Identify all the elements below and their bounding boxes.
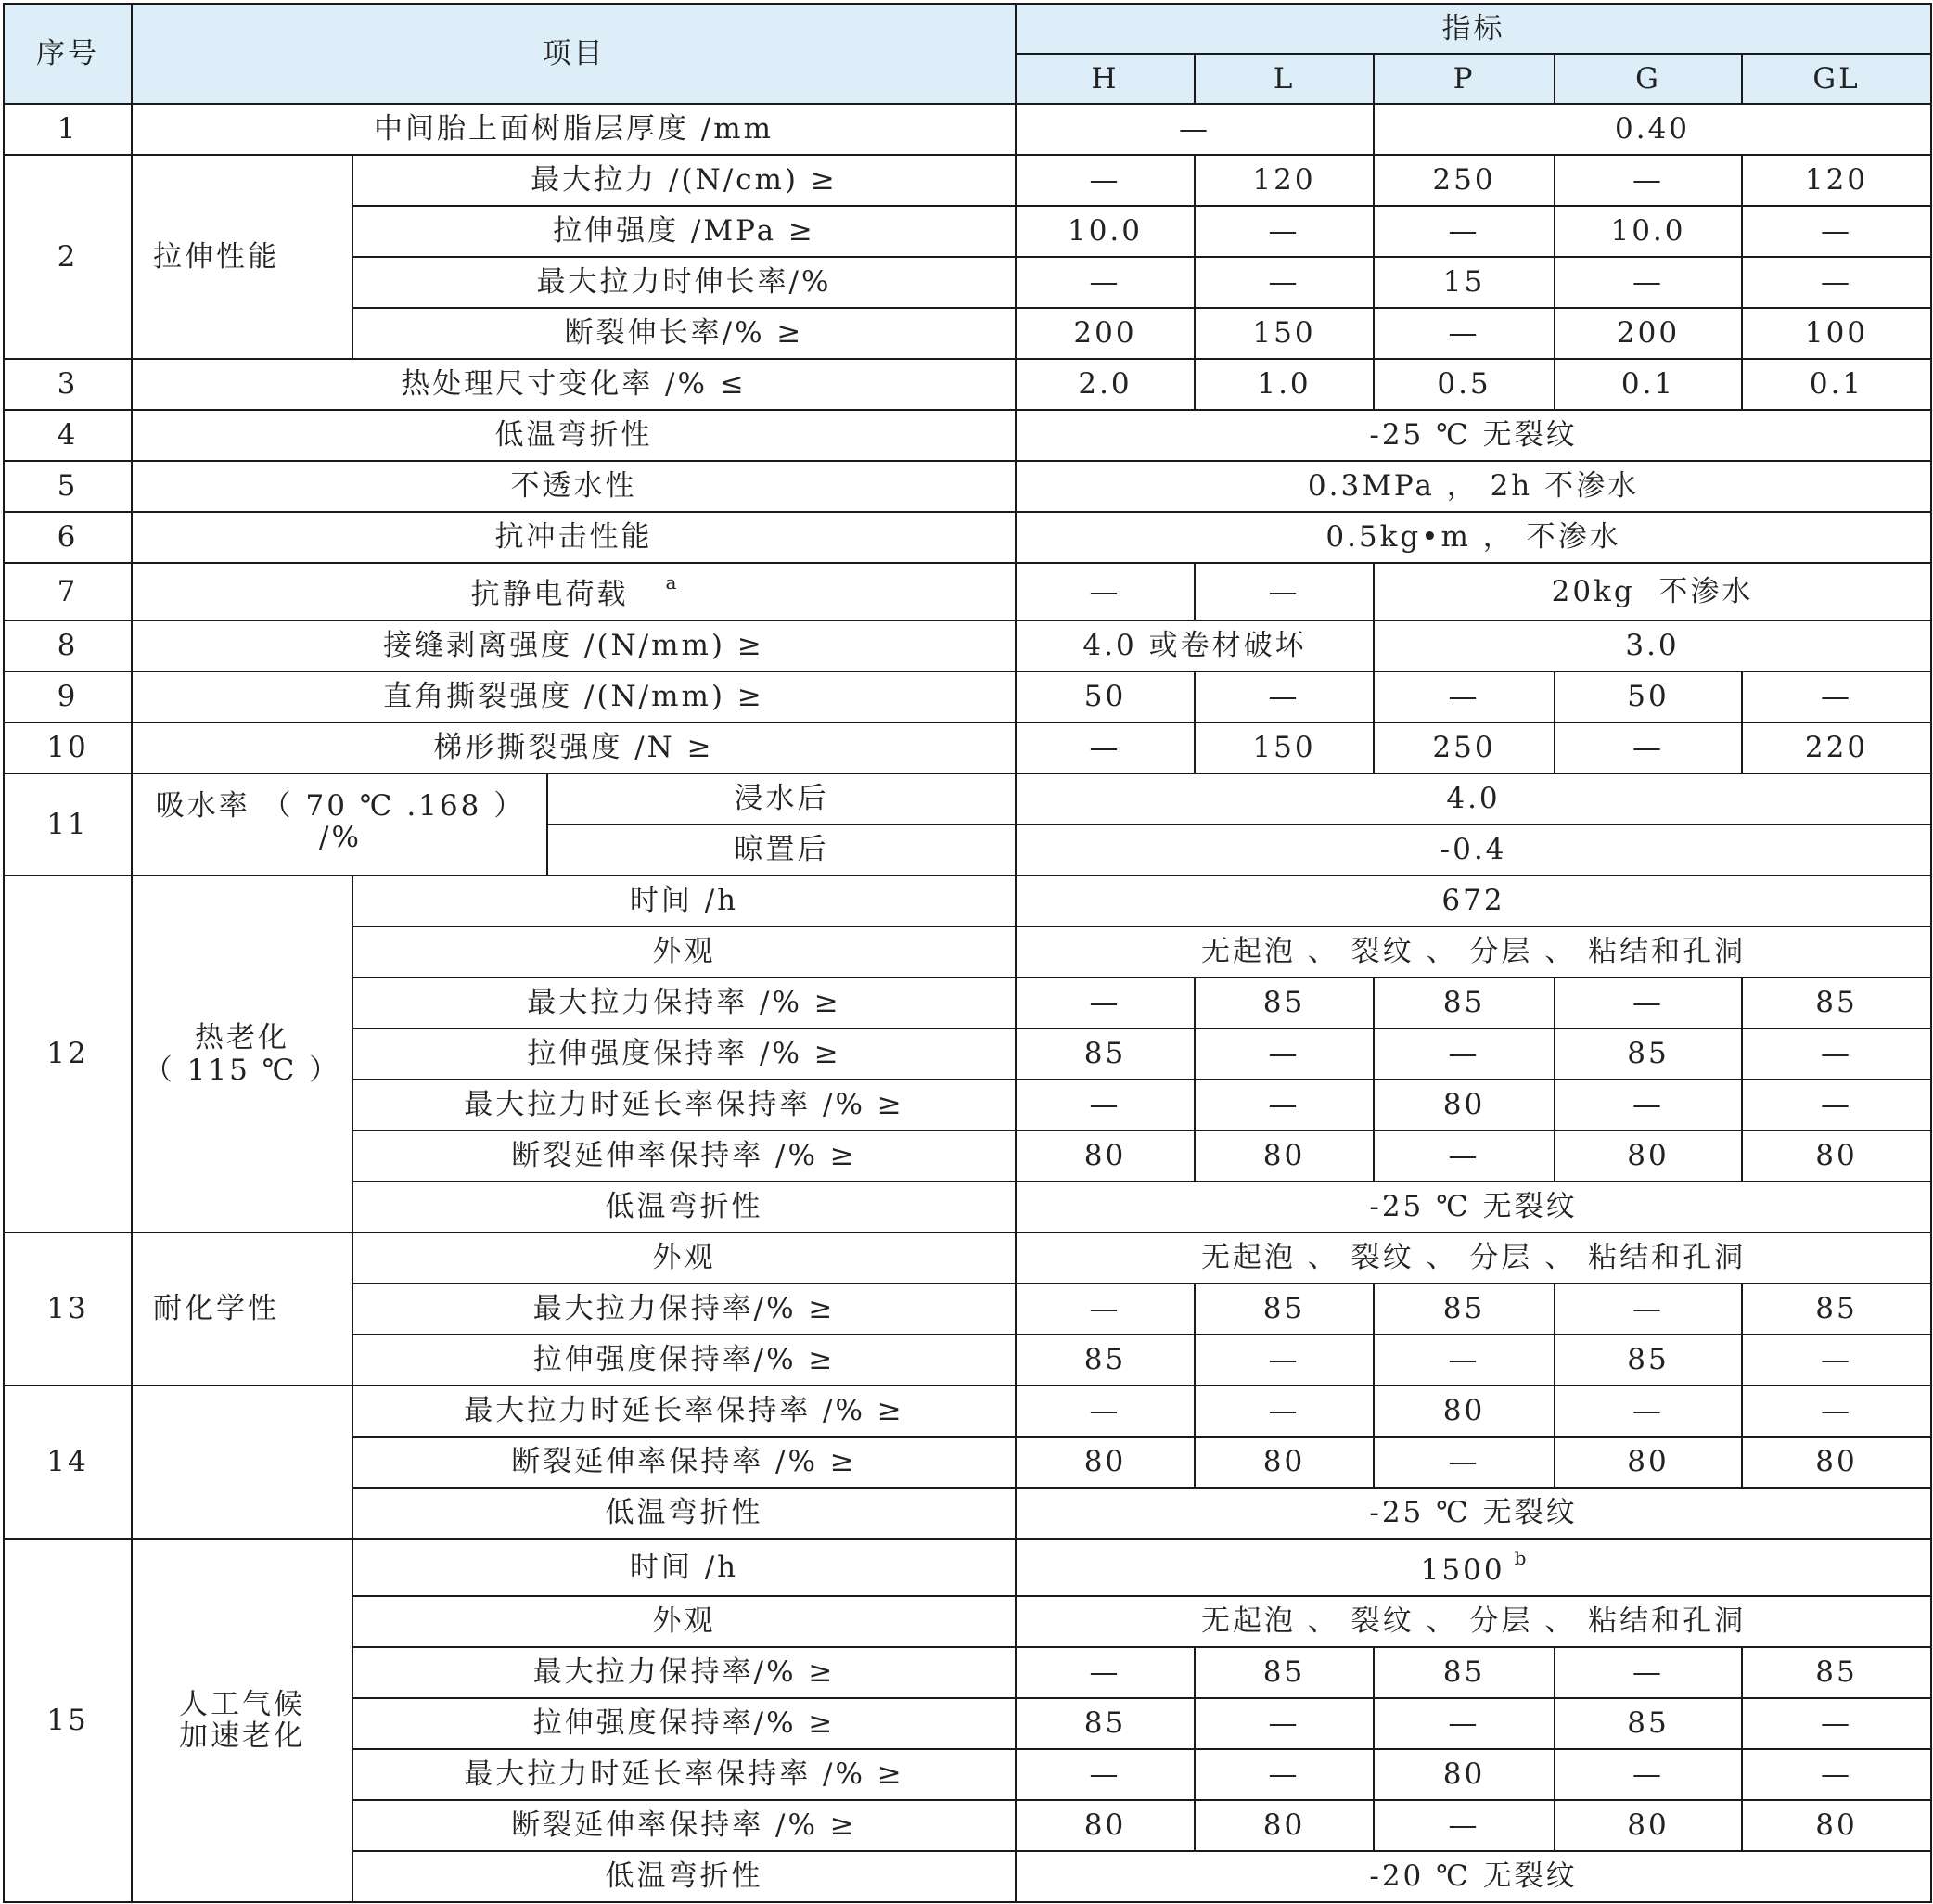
value-cell: 100 xyxy=(1742,308,1931,359)
value-cell: 85 xyxy=(1374,1284,1555,1335)
group-cell xyxy=(132,773,547,875)
table-row xyxy=(4,359,1931,410)
value-cell: 0.3MPa ， 2h 不渗水 xyxy=(1016,461,1931,512)
item-label: 浸水后 xyxy=(547,773,1016,824)
value-cell: 80 xyxy=(1195,1800,1374,1851)
value-cell: 3.0 xyxy=(1374,620,1931,671)
value-cell: 220 xyxy=(1742,722,1931,773)
item-label: 中间胎上面树脂层厚度 /mm xyxy=(132,104,1016,155)
item-label: 抗静电荷载 xyxy=(470,578,629,612)
value-cell: 80 xyxy=(1016,1800,1195,1851)
value-cell: — xyxy=(1374,1029,1555,1080)
value-cell: — xyxy=(1374,1800,1555,1851)
item-label: 外观 xyxy=(352,926,1016,978)
group-sublabel: （ 115 ℃ ） xyxy=(143,1053,341,1087)
row-number: 14 xyxy=(4,1386,132,1539)
item-label: 拉伸强度 /MPa ≥ xyxy=(352,206,1016,257)
value-cell: 80 xyxy=(1742,1131,1931,1182)
value-cell: — xyxy=(1555,155,1742,206)
value-cell: — xyxy=(1195,1386,1374,1437)
value-cell: — xyxy=(1016,1284,1195,1335)
value-cell: 80 xyxy=(1374,1749,1555,1800)
value-cell: 85 xyxy=(1195,1647,1374,1698)
row-number: 10 xyxy=(4,722,132,773)
value-cell: 85 xyxy=(1742,1284,1931,1335)
value-cell: -25 ℃ 无裂纹 xyxy=(1016,1182,1931,1233)
value-cell: 120 xyxy=(1742,155,1931,206)
value-cell: — xyxy=(1374,1437,1555,1488)
header-type-p: P xyxy=(1374,54,1555,104)
item-label: 断裂延伸率保持率 /% ≥ xyxy=(352,1437,1016,1488)
value-cell: — xyxy=(1016,722,1195,773)
value-cell: — xyxy=(1016,257,1195,308)
table-row xyxy=(4,875,1931,926)
header-type-l: L xyxy=(1195,54,1374,104)
value-cell: 250 xyxy=(1374,155,1555,206)
value-cell: 20kg 不渗水 xyxy=(1374,563,1931,620)
value-cell: — xyxy=(1742,671,1931,722)
time-value: 1500 xyxy=(1420,1553,1505,1588)
header-index: 指标 xyxy=(1016,4,1931,54)
value-cell: 85 xyxy=(1374,1647,1555,1698)
row-number: 9 xyxy=(4,671,132,722)
value-cell: 80 xyxy=(1016,1131,1195,1182)
table-row xyxy=(4,1233,1931,1284)
footnote-marker: a xyxy=(665,571,677,594)
item-cell xyxy=(132,563,1016,620)
row-number: 2 xyxy=(4,155,132,359)
value-cell: — xyxy=(1195,206,1374,257)
value-cell: -20 ℃ 无裂纹 xyxy=(1016,1851,1931,1902)
item-label: 热处理尺寸变化率 /% ≤ xyxy=(132,359,1016,410)
value-cell: 150 xyxy=(1195,308,1374,359)
value-cell: 50 xyxy=(1016,671,1195,722)
value-cell: — xyxy=(1742,1080,1931,1131)
row-number: 15 xyxy=(4,1539,132,1902)
value-cell: 10.0 xyxy=(1555,206,1742,257)
header-type-h: H xyxy=(1016,54,1195,104)
item-label: 梯形撕裂强度 /N ≥ xyxy=(132,722,1016,773)
unit-label: /% xyxy=(319,821,362,854)
value-cell: — xyxy=(1195,1080,1374,1131)
row-number: 6 xyxy=(4,512,132,563)
value-cell: — xyxy=(1742,1029,1931,1080)
spec-table xyxy=(3,3,1932,1903)
value-cell: — xyxy=(1374,1698,1555,1749)
value-cell: — xyxy=(1195,671,1374,722)
item-label: 断裂延伸率保持率 /% ≥ xyxy=(352,1131,1016,1182)
value-cell: 80 xyxy=(1374,1080,1555,1131)
value-cell: 80 xyxy=(1374,1386,1555,1437)
item-label: 直角撕裂强度 /(N/mm) ≥ xyxy=(132,671,1016,722)
group-label: 拉伸性能 xyxy=(132,155,352,359)
value-cell: — xyxy=(1742,1386,1931,1437)
footnote-marker: b xyxy=(1514,1547,1527,1570)
table-row xyxy=(4,671,1931,722)
value-cell: 85 xyxy=(1742,1647,1931,1698)
row-number: 5 xyxy=(4,461,132,512)
item-label: 晾置后 xyxy=(547,824,1016,875)
item-label: 不透水性 xyxy=(132,461,1016,512)
group-label: 耐化学性 xyxy=(132,1233,352,1386)
value-cell: — xyxy=(1016,1386,1195,1437)
item-label: 拉伸强度保持率/% ≥ xyxy=(352,1335,1016,1386)
value-cell: 80 xyxy=(1742,1437,1931,1488)
value-cell: — xyxy=(1195,1698,1374,1749)
value-cell: — xyxy=(1016,1080,1195,1131)
value-cell: 4.0 或卷材破坏 xyxy=(1016,620,1374,671)
value-cell: — xyxy=(1374,1131,1555,1182)
item-label: 低温弯折性 xyxy=(352,1182,1016,1233)
value-cell: — xyxy=(1742,206,1931,257)
item-label: 外观 xyxy=(352,1233,1016,1284)
value-cell: 无起泡 、 裂纹 、 分层 、 粘结和孔洞 xyxy=(1016,926,1931,978)
value-cell: — xyxy=(1374,671,1555,722)
item-label: 最大拉力保持率/% ≥ xyxy=(352,1647,1016,1698)
value-cell: 80 xyxy=(1555,1800,1742,1851)
value-cell: 无起泡 、 裂纹 、 分层 、 粘结和孔洞 xyxy=(1016,1233,1931,1284)
value-cell: — xyxy=(1555,978,1742,1029)
item-label: 最大拉力时延长率保持率 /% ≥ xyxy=(352,1386,1016,1437)
value-cell: — xyxy=(1555,722,1742,773)
value-cell: 80 xyxy=(1555,1131,1742,1182)
value-cell: 0.1 xyxy=(1555,359,1742,410)
value-cell: 200 xyxy=(1016,308,1195,359)
value-cell: — xyxy=(1374,206,1555,257)
value-cell: — xyxy=(1555,1647,1742,1698)
value-cell: — xyxy=(1555,1080,1742,1131)
row-number: 13 xyxy=(4,1233,132,1386)
value-cell: 4.0 xyxy=(1016,773,1931,824)
row-number: 12 xyxy=(4,875,132,1233)
value-cell: 85 xyxy=(1555,1698,1742,1749)
value-cell: — xyxy=(1742,1698,1931,1749)
value-cell: — xyxy=(1016,978,1195,1029)
value-cell: — xyxy=(1195,563,1374,620)
item-label: 时间 /h xyxy=(352,1539,1016,1596)
item-label: 抗冲击性能 xyxy=(132,512,1016,563)
table-row xyxy=(4,104,1931,155)
value-cell: 80 xyxy=(1195,1437,1374,1488)
value-cell: — xyxy=(1195,257,1374,308)
value-cell: — xyxy=(1555,1284,1742,1335)
table-row xyxy=(4,1539,1931,1596)
item-label: 拉伸强度保持率 /% ≥ xyxy=(352,1029,1016,1080)
value-cell: 85 xyxy=(1742,978,1931,1029)
value-cell: — xyxy=(1195,1749,1374,1800)
item-label: 最大拉力保持率 /% ≥ xyxy=(352,978,1016,1029)
group-sublabel: 加速老化 xyxy=(179,1719,305,1753)
value-cell: — xyxy=(1742,257,1931,308)
value-cell: 0.40 xyxy=(1374,104,1931,155)
row-number: 3 xyxy=(4,359,132,410)
value-cell: — xyxy=(1374,1335,1555,1386)
value-cell: — xyxy=(1742,1335,1931,1386)
value-cell: — xyxy=(1016,1749,1195,1800)
value-cell: — xyxy=(1555,1386,1742,1437)
item-label: 最大拉力 /(N/cm) ≥ xyxy=(352,155,1016,206)
value-cell: — xyxy=(1374,308,1555,359)
value-cell: — xyxy=(1016,155,1195,206)
table-row xyxy=(4,1386,1931,1437)
table-row xyxy=(4,155,1931,206)
header-row xyxy=(4,4,1931,54)
value-cell: 80 xyxy=(1195,1131,1374,1182)
value-cell: 85 xyxy=(1016,1335,1195,1386)
value-cell: 150 xyxy=(1195,722,1374,773)
item-label: 外观 xyxy=(352,1596,1016,1647)
value-cell: — xyxy=(1555,1749,1742,1800)
item-label: 时间 /h xyxy=(352,875,1016,926)
value-cell: 2.0 xyxy=(1016,359,1195,410)
value-cell: -25 ℃ 无裂纹 xyxy=(1016,410,1931,461)
value-cell: 120 xyxy=(1195,155,1374,206)
table-row xyxy=(4,722,1931,773)
group-label: 人工气候 xyxy=(179,1687,305,1721)
value-cell: 85 xyxy=(1374,978,1555,1029)
table-row xyxy=(4,410,1931,461)
value-cell: 50 xyxy=(1555,671,1742,722)
item-label: 低温弯折性 xyxy=(352,1851,1016,1902)
value-cell: — xyxy=(1016,1647,1195,1698)
table-row xyxy=(4,461,1931,512)
value-cell: 85 xyxy=(1555,1029,1742,1080)
item-label: 最大拉力时延长率保持率 /% ≥ xyxy=(352,1749,1016,1800)
value-cell: -0.4 xyxy=(1016,824,1931,875)
value-cell: -25 ℃ 无裂纹 xyxy=(1016,1488,1931,1539)
value-cell: 85 xyxy=(1195,978,1374,1029)
value-cell: — xyxy=(1016,104,1374,155)
value-cell: 85 xyxy=(1555,1335,1742,1386)
item-label: 拉伸强度保持率/% ≥ xyxy=(352,1698,1016,1749)
value-cell: 80 xyxy=(1742,1800,1931,1851)
group-cell xyxy=(132,1539,352,1902)
table-row xyxy=(4,512,1931,563)
item-label: 低温弯折性 xyxy=(132,410,1016,461)
row-number: 4 xyxy=(4,410,132,461)
value-cell: 15 xyxy=(1374,257,1555,308)
value-cell: 0.1 xyxy=(1742,359,1931,410)
group-cell xyxy=(132,875,352,1233)
value-cell: 1.0 xyxy=(1195,359,1374,410)
table-row xyxy=(4,563,1931,620)
value-cell: 0.5 xyxy=(1374,359,1555,410)
value-cell: 无起泡 、 裂纹 、 分层 、 粘结和孔洞 xyxy=(1016,1596,1931,1647)
row-number: 8 xyxy=(4,620,132,671)
item-label: 断裂伸长率/% ≥ xyxy=(352,308,1016,359)
value-cell: — xyxy=(1016,563,1195,620)
value-cell: 85 xyxy=(1195,1284,1374,1335)
value-cell: 80 xyxy=(1555,1437,1742,1488)
value-cell: — xyxy=(1555,257,1742,308)
header-type-g: G xyxy=(1555,54,1742,104)
value-cell: — xyxy=(1195,1335,1374,1386)
value-cell: 80 xyxy=(1016,1437,1195,1488)
item-label: 最大拉力时伸长率/% xyxy=(352,257,1016,308)
row-number: 7 xyxy=(4,563,132,620)
group-label: 吸水率 （ 70 ℃ .168 ） xyxy=(155,788,526,823)
row-number: 1 xyxy=(4,104,132,155)
value-cell: 10.0 xyxy=(1016,206,1195,257)
item-label: 断裂延伸率保持率 /% ≥ xyxy=(352,1800,1016,1851)
value-cell: 85 xyxy=(1016,1029,1195,1080)
value-cell: 250 xyxy=(1374,722,1555,773)
table-row xyxy=(4,773,1931,824)
header-item: 项目 xyxy=(132,4,1016,104)
item-label: 低温弯折性 xyxy=(352,1488,1016,1539)
table-row xyxy=(4,620,1931,671)
group-label-empty xyxy=(132,1386,352,1539)
item-label: 接缝剥离强度 /(N/mm) ≥ xyxy=(132,620,1016,671)
value-cell xyxy=(1016,1539,1931,1596)
value-cell: — xyxy=(1742,1749,1931,1800)
value-cell: 672 xyxy=(1016,875,1931,926)
group-label: 热老化 xyxy=(195,1021,289,1055)
item-label: 最大拉力时延长率保持率 /% ≥ xyxy=(352,1080,1016,1131)
item-label: 最大拉力保持率/% ≥ xyxy=(352,1284,1016,1335)
header-seq: 序号 xyxy=(4,4,132,104)
row-number: 11 xyxy=(4,773,132,875)
value-cell: 0.5kg•m ， 不渗水 xyxy=(1016,512,1931,563)
value-cell: — xyxy=(1195,1029,1374,1080)
value-cell: 200 xyxy=(1555,308,1742,359)
header-type-gl: GL xyxy=(1742,54,1931,104)
value-cell: 85 xyxy=(1016,1698,1195,1749)
